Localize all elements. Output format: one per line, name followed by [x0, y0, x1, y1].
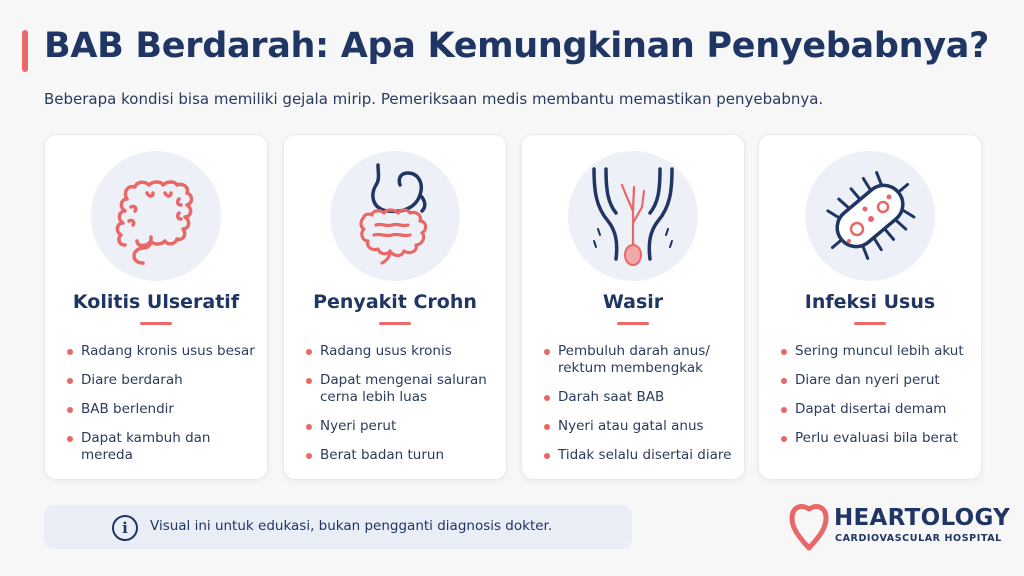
card-wasir [521, 134, 745, 480]
list-item: Nyeri perut [306, 418, 498, 435]
title-underline [379, 322, 411, 325]
page-subtitle: Beberapa kondisi bisa memiliki gejala mirip. Pemeriksaan medis membantu memastikan penyebabnya. [44, 90, 824, 108]
card-title: Penyakit Crohn [313, 291, 477, 313]
list-item: BAB berlendir [67, 401, 259, 418]
list-item: Diare berdarah [67, 372, 259, 389]
heart-pin-icon [788, 500, 830, 556]
list-item: Nyeri atau gatal anus [544, 418, 736, 435]
symptom-list [67, 343, 259, 476]
title-underline [140, 322, 172, 325]
title-underline [617, 322, 649, 325]
brand-name: HEARTOLOGY [834, 505, 1011, 531]
colon-icon [91, 151, 221, 281]
disclaimer-text: Visual ini untuk edukasi, bukan pengganti diagnosis dokter. [150, 518, 553, 534]
disclaimer-note [44, 505, 632, 549]
list-item: Berat badan turun [306, 447, 498, 464]
card-infeksi-usus [758, 134, 982, 480]
hemorrhoid-icon [568, 151, 698, 281]
card-penyakit-crohn [283, 134, 507, 480]
list-item: Dapat mengenai saluran cerna lebih luas [306, 372, 498, 406]
list-item: Diare dan nyeri perut [781, 372, 973, 389]
list-item: Perlu evaluasi bila berat [781, 430, 973, 447]
card-title: Wasir [602, 291, 664, 313]
list-item: Sering muncul lebih akut [781, 343, 973, 360]
list-item: Radang kronis usus besar [67, 343, 259, 360]
symptom-list [544, 343, 736, 476]
symptom-list [781, 343, 973, 459]
symptom-list [306, 343, 498, 476]
title-underline [854, 322, 886, 325]
list-item: Dapat kambuh dan mereda [67, 430, 259, 464]
list-item: Tidak selalu disertai diare [544, 447, 736, 464]
brand-tagline: CARDIOVASCULAR HOSPITAL [835, 533, 1002, 544]
card-kolitis-ulseratif [44, 134, 268, 480]
page-title: BAB Berdarah: Apa Kemungkinan Penyebabnya? [44, 26, 990, 66]
list-item: Radang usus kronis [306, 343, 498, 360]
card-title: Kolitis Ulseratif [72, 291, 240, 313]
info-icon: i [112, 515, 138, 541]
list-item: Dapat disertai demam [781, 401, 973, 418]
card-title: Infeksi Usus [804, 291, 936, 313]
list-item: Darah saat BAB [544, 389, 736, 406]
bacteria-icon [805, 151, 935, 281]
list-item: Pembuluh darah anus/ rektum membengkak [544, 343, 736, 377]
title-accent-bar [22, 30, 28, 72]
stomach-intestine-icon [330, 151, 460, 281]
